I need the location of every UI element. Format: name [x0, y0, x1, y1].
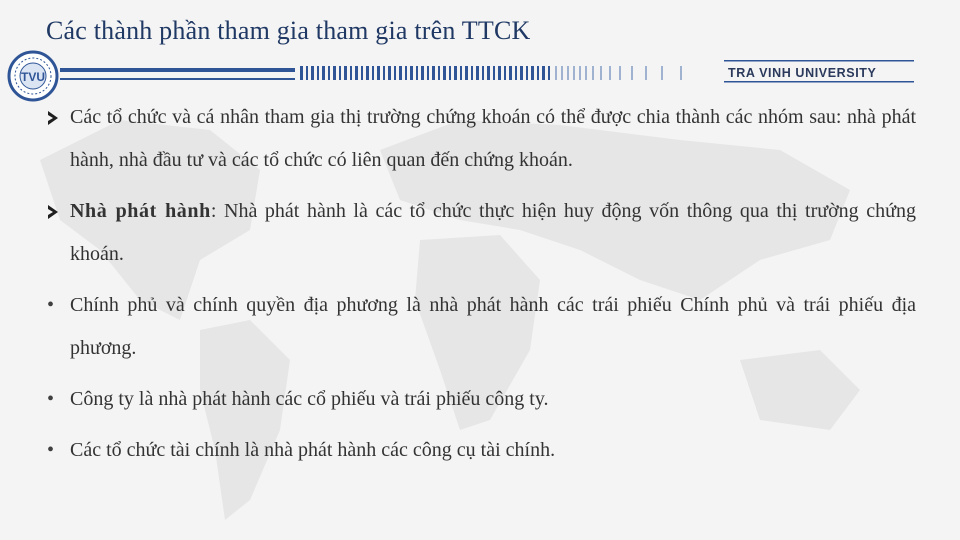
- list-item: [46, 284, 916, 370]
- dot-bullet-icon: •: [47, 388, 55, 410]
- list-item: [46, 378, 916, 421]
- list-item: [46, 429, 916, 472]
- slide-title: Các thành phần tham gia tham gia trên TTCK: [46, 16, 531, 45]
- dot-bullet-icon: •: [47, 294, 55, 316]
- list-item: [46, 96, 916, 182]
- list-item-text: : Nhà phát hành là các tổ chức thực hiện huy động vốn thông qua thị trường chứng khoán.: [70, 200, 916, 265]
- dot-bullet-icon: •: [47, 439, 55, 461]
- list-item-text: Các tổ chức và cá nhân tham gia thị trường chứng khoán có thể được chia thành các nhóm sau: nhà phát hành, nhà đầu tư và các tổ chức có liên quan đến chứng khoán.: [70, 106, 916, 171]
- slide-content: [46, 96, 916, 472]
- arrow-bullet-icon: [46, 96, 64, 139]
- arrow-bullet-icon: [46, 190, 64, 233]
- list-item-text: Công ty là nhà phát hành các cổ phiếu và trái phiếu công ty.: [70, 388, 549, 410]
- list-item: [46, 190, 916, 276]
- list-item-text: Chính phủ và chính quyền địa phương là nhà phát hành các trái phiếu Chính phủ và trái phiếu địa phương.: [70, 294, 916, 359]
- term-label: Nhà phát hành: [70, 200, 211, 222]
- university-name: TRA VINH UNIVERSITY: [728, 66, 877, 80]
- list-item-text: Các tổ chức tài chính là nhà phát hành các công cụ tài chính.: [70, 439, 556, 461]
- university-logo: [4, 50, 62, 102]
- logo-lettering: TVU: [21, 70, 45, 84]
